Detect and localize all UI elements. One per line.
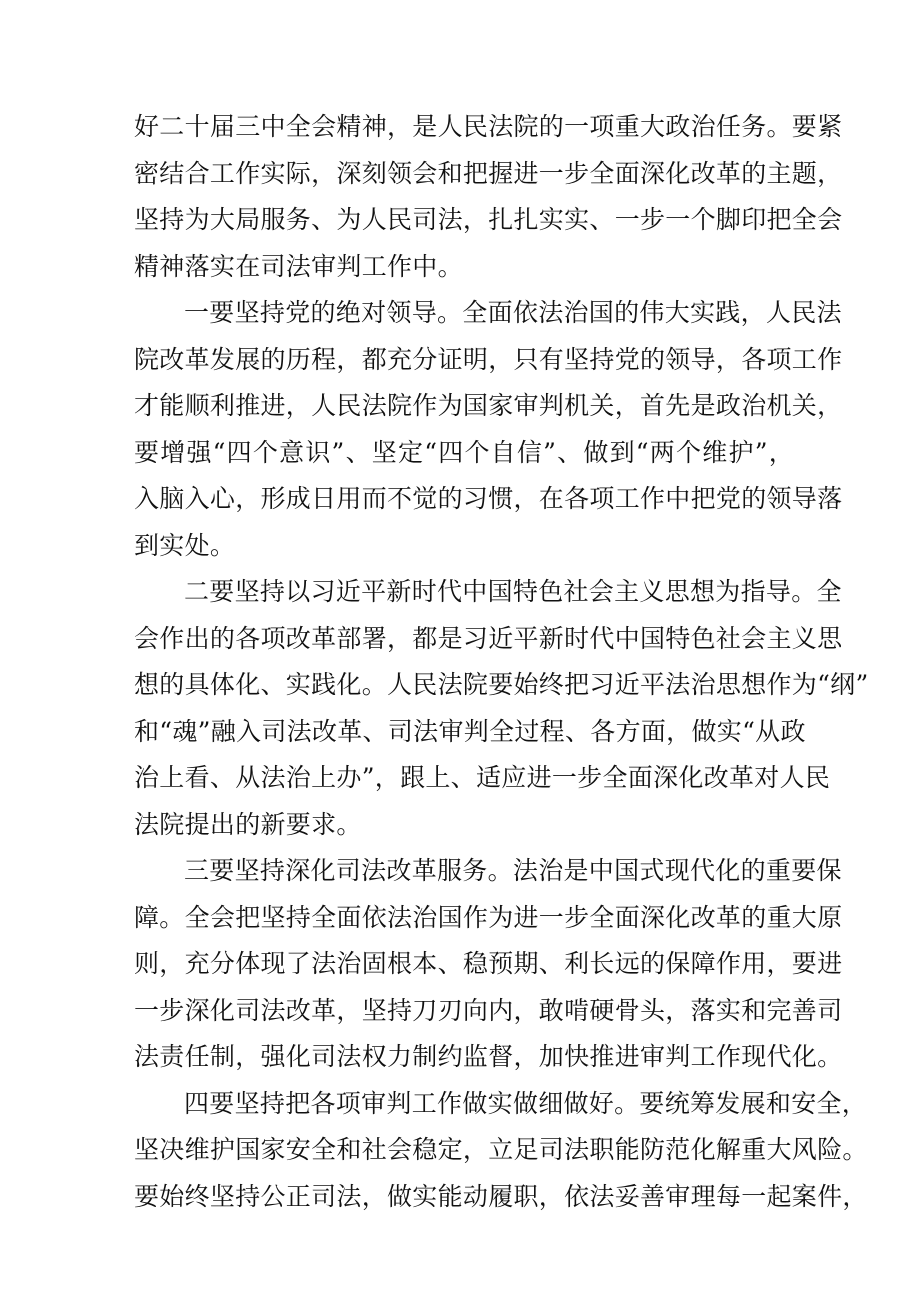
text-line: 会作出的各项改革部署，都是习近平新时代中国特色社会主义思: [134, 623, 843, 653]
text-line: 院改革发展的历程，都充分证明，只有坚持党的领导，各项工作: [134, 344, 843, 374]
text-line: 法责任制，强化司法权力制约监督，加快推进审判工作现代化。: [134, 1042, 843, 1071]
paragraph-point-three: [134, 848, 843, 1081]
text-line: 法院提出的新要求。: [134, 809, 362, 839]
paragraph-intro-continuation: [134, 104, 843, 290]
text-line: 才能顺利推进，人民法院作为国家审判机关，首先是政治机关，: [134, 391, 843, 420]
text-line: 要增强“四个意识”、坚定“四个自信”、做到“两个维护”，: [134, 437, 794, 467]
text-line: 则，充分体现了法治固根本、稳预期、利长远的保障作用，要进: [134, 949, 843, 978]
text-line: 和“魂”融入司法改革、司法审判全过程、各方面，做实“从政: [134, 716, 806, 746]
text-line: 一步深化司法改革，坚持刀刃向内，敢啃硬骨头，落实和完善司: [134, 995, 843, 1025]
text-line: 想的具体化、实践化。人民法院要始终把习近平法治思想作为“纲”: [134, 670, 869, 699]
text-line: 要始终坚持公正司法，做实能动履职，依法妥善审理每一起案件，: [134, 1181, 868, 1211]
text-line: 二要坚持以习近平新时代中国特色社会主义思想为指导。全: [184, 577, 842, 606]
text-line: 四要坚持把各项审判工作做实做细做好。要统筹发展和安全，: [184, 1088, 868, 1118]
paragraph-point-one: [134, 290, 843, 569]
text-line: 坚决维护国家安全和社会稳定，立足司法职能防范化解重大风险。: [134, 1135, 868, 1164]
text-line: 密结合工作实际，深刻领会和把握进一步全面深化改革的主题，: [134, 158, 843, 188]
text-line: 坚持为大局服务、为人民司法，扎扎实实、一步一个脚印把全会: [134, 205, 843, 234]
text-line: 好二十届三中全会精神，是人民法院的一项重大政治任务。要紧: [134, 112, 843, 141]
text-line: 到实处。: [134, 530, 236, 560]
text-line: 一要坚持党的绝对领导。全面依法治国的伟大实践，人民法: [184, 298, 842, 327]
document-body: [134, 104, 869, 1220]
paragraph-point-four: [134, 1081, 868, 1221]
paragraph-point-two: [134, 569, 869, 848]
text-line: 障。全会把坚持全面依法治国作为进一步全面深化改革的重大原: [134, 902, 843, 932]
text-line: 入脑入心，形成日用而不觉的习惯，在各项工作中把党的领导落: [134, 484, 843, 513]
text-line: 治上看、从法治上办”，跟上、适应进一步全面深化改革对人民: [134, 763, 831, 792]
text-line: 三要坚持深化司法改革服务。法治是中国式现代化的重要保: [184, 856, 842, 885]
text-line: 精神落实在司法审判工作中。: [134, 251, 463, 281]
